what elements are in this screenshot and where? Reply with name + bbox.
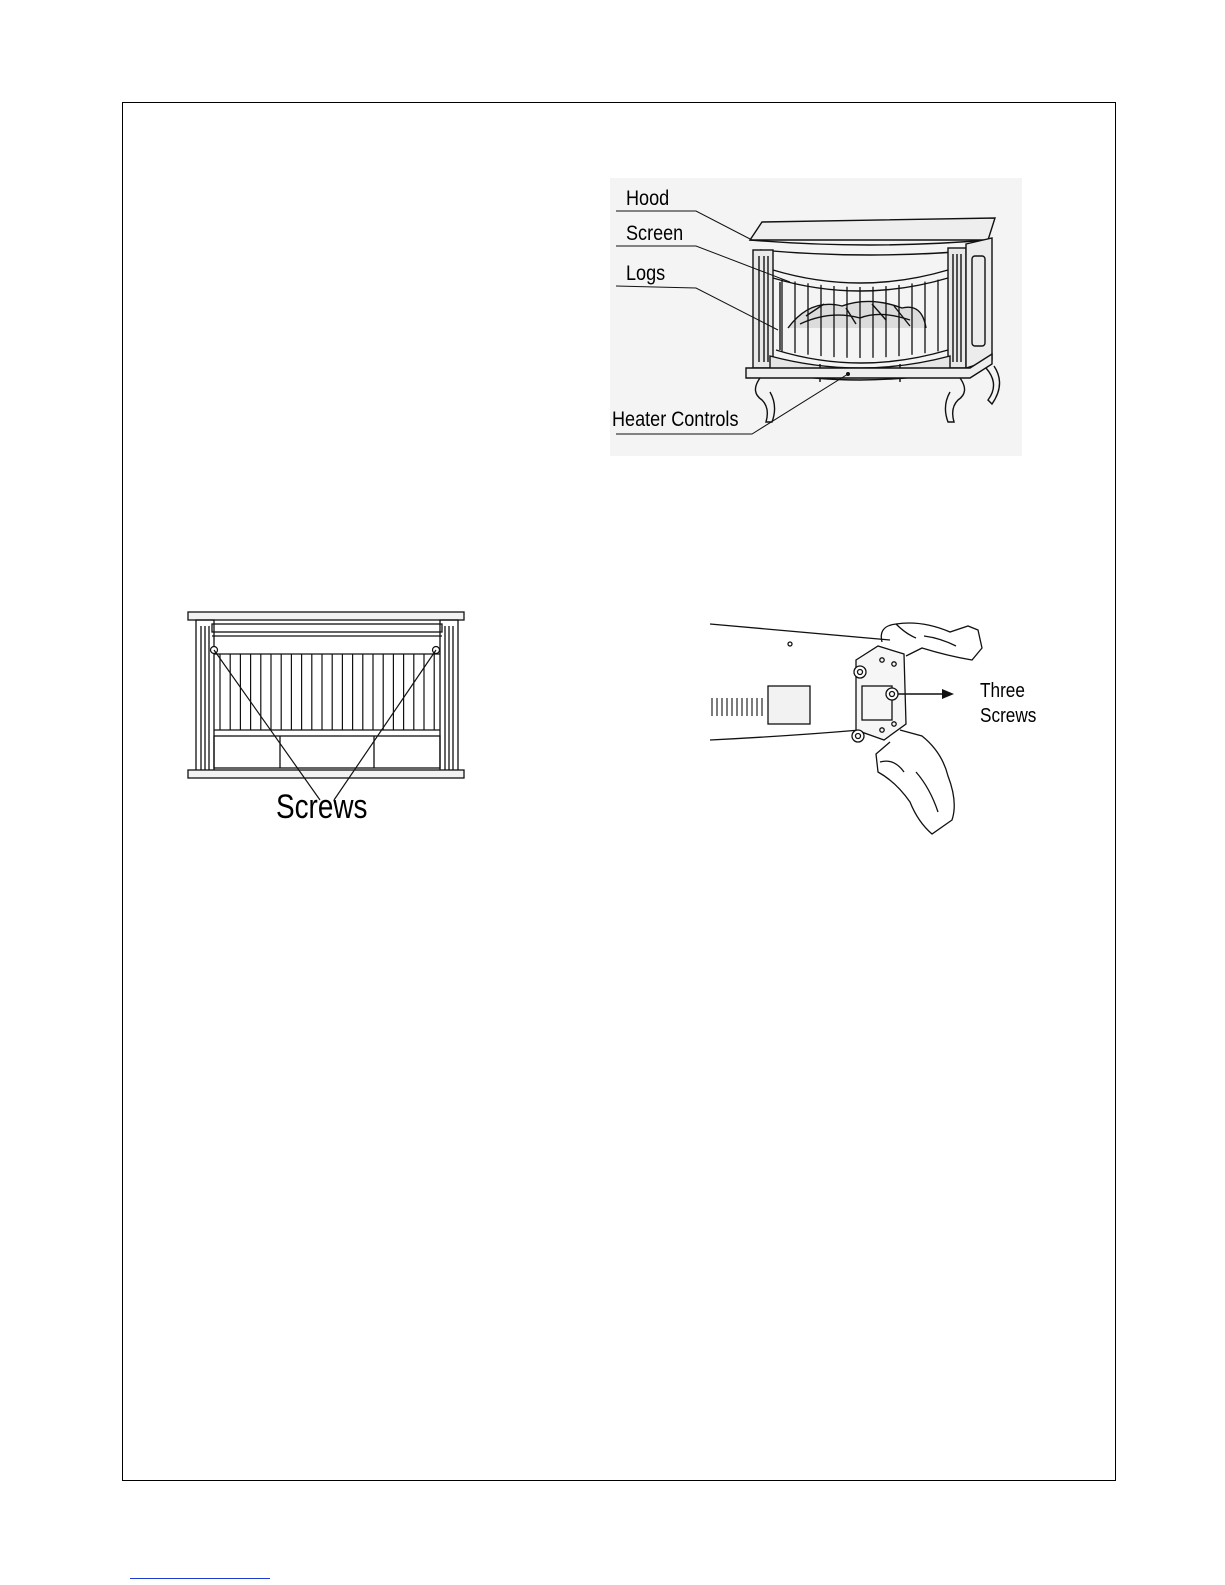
heater-parts-figure (610, 178, 1022, 456)
vent-slots (712, 698, 762, 716)
logs-label: Logs (626, 262, 666, 285)
footer-link-underline[interactable] (130, 1578, 270, 1579)
control-panel-screws-figure (710, 612, 1060, 852)
heater-controls-label: Heater Controls (612, 408, 739, 431)
arrow-icon (942, 689, 954, 699)
hood-label: Hood (626, 187, 670, 210)
front-screen-bars (220, 654, 434, 730)
screws-label: Screws (276, 788, 368, 826)
screen-label: Screen (626, 222, 684, 245)
screen-screws-figure (186, 606, 478, 838)
control-panel-drawing (710, 612, 1060, 852)
three-screws-label-line2: Screws (980, 705, 1037, 727)
three-screws-label-line1: Three (980, 680, 1025, 702)
